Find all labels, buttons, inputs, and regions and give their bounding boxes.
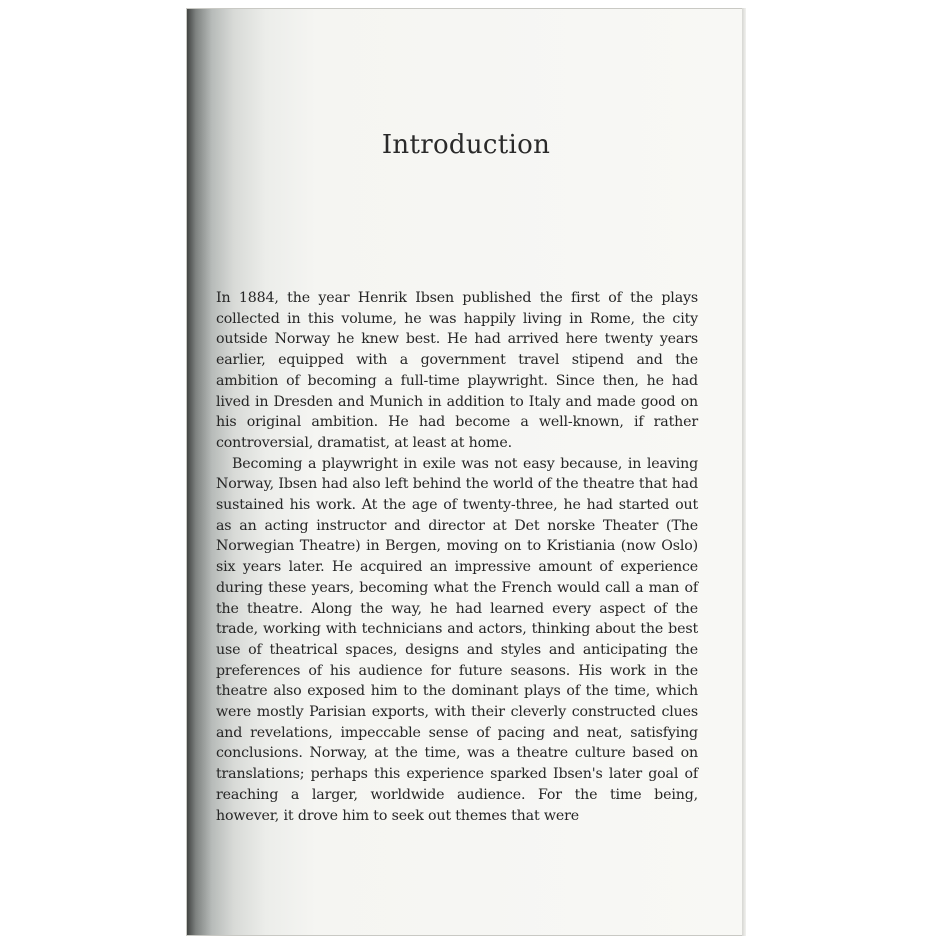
chapter-title: Introduction	[381, 130, 551, 160]
paragraph-1: In 1884, the year Henrik Ibsen published the first of the plays collected in this volume, he was happily living in Rome, the city outside Norway he knew best. He had arrived here twenty years earlier, equipped with a government travel stipend and the ambition of becoming a full-time playwright. Since then, he had lived in Dresden and Munich in addition to Italy and made good on his original ambition. He had become a well-known, if rather controversial, dramatist, at least at home.	[216, 290, 698, 451]
book-page	[186, 8, 746, 936]
paragraph-2: Becoming a playwright in exile was not easy because, in leaving Norway, Ibsen had also left behind the world of the theatre that had sustained his work. At the age of twenty-three, he had started out as an acting instructor and director at Det norske Theater (The Norwegian Theatre) in Bergen, moving on to Kristiania (now Oslo) six years later. He acquired an impressive amount of experience during these years, becoming what the French would call a man of the theatre. Along the way, he had learned every aspect of the trade, working with technicians and actors, thinking about the best use of theatrical spaces, designs and styles and anticipating the preferences of his audience for future seasons. His work in the theatre also exposed him to the dominant plays of the time, which were mostly Parisian exports, with their cleverly constructed clues and revelations, impeccable sense of pacing and neat, satisfying conclusions. Norway, at the time, was a theatre culture based on translations; perhaps this experience sparked Ibsen's later goal of reaching a larger, worldwide audience. For the time being, however, it drove him to seek out themes that were	[216, 455, 698, 824]
body-text	[216, 288, 698, 826]
page-edge	[742, 8, 746, 936]
